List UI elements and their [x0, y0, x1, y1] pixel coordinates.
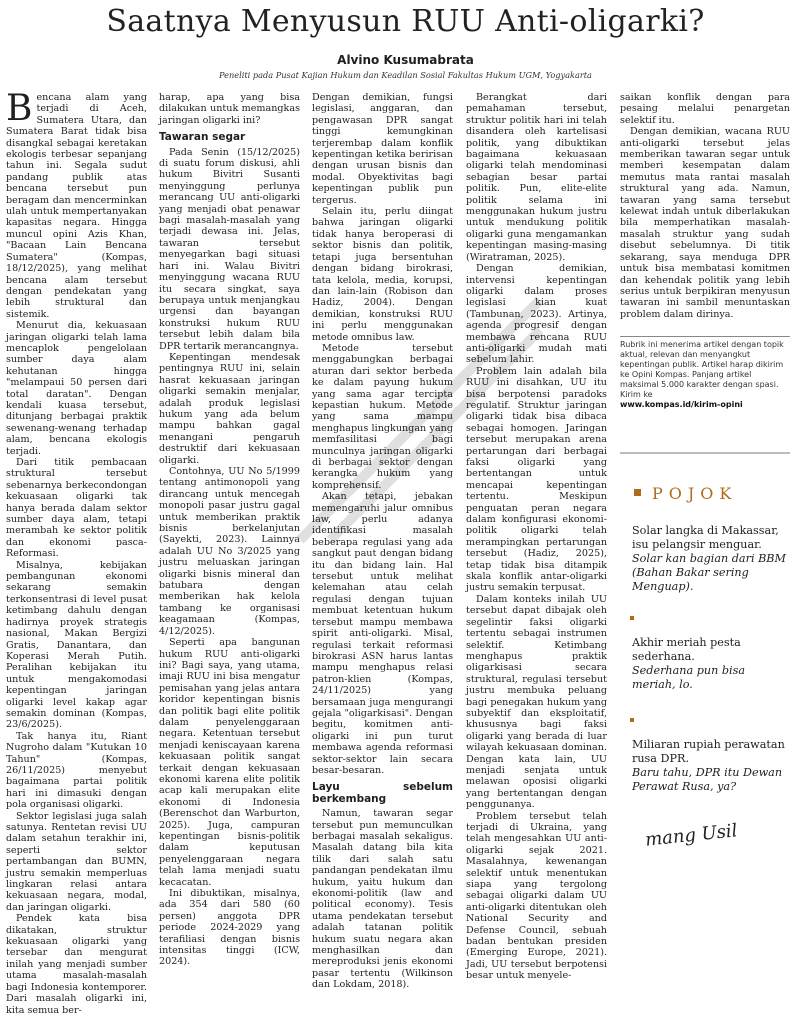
paragraph: Akan tetapi, jebakan memengaruhi jalur omnibus law, perlu adanya identifikasi masalah beberapa regulasi yang ada sangkut paut dengan bidang itu dan bidang lain. Hal tersebut untuk melihat kelemahan atau celah regulasi dengan tujuan membuat ketentuan hukum tersebut mampu membawa spirit anti-oligarki. Misal, regulasi terkait reformasi birokrasi ASN harus lantas mampu menghapus relasi patron-klien (Kompas, 24/11/2025) yang bersamaan juga mengurangi gejala "oligarkisasi". Dengan begitu, komitmen anti-oligarki ini pun turut membawa agenda reformasi sektor-sektor lain secara besar-besaran.	[312, 491, 453, 776]
paragraph: Dari titik pembacaan struktural tersebut sebenarnya berkecondongan kekuasaan oligarki tak hanya berada dalam sektor sumber daya alam, tetapi merambah ke sektor politik dan ekonomi pasca-Reformasi.	[6, 457, 147, 560]
paragraph: Tak hanya itu, Riant Nugroho dalam "Kutukan 10 Tahun" (Kompas, 26/11/2025) menyebut bagaimana partai politik hari ini dimasuki dengan pola organisasi oligarki.	[6, 730, 147, 811]
pojok-item	[632, 738, 792, 794]
paragraph: Dalam konteks inilah UU tersebut dapat dibajak oleh segelintir faksi oligarki tertentu sebagai instrumen selektif. Ketimbang menghapus praktik oligarkisasi secara struktural, regulasi tersebut justru membuka peluang bagi penegakan hukum yang subyektif dan eksploitatif, khususnya bagi faksi oligarki yang berada di luar wilayah kekuasaan dominan. Dengan kata lain, UU menjadi senjata untuk melawan oposisi oligarki yang bertentangan dengan penggunanya.	[466, 593, 607, 811]
paragraph: Seperti apa bangunan hukum RUU anti-oligarki ini? Bagi saya, yang utama, imaji RUU ini bisa mengatur pemisahan yang jelas antara koridor kepentingan bisnis dan politik bagi elite politik dalam penyelenggaraan negara. Ketentuan tersebut menjadi keniscayaan karena kekuasaan politik sangat terkait dengan kekuasaan ekonomi karena elite politik acap kali merupakan elite ekonomi di Indonesia (Berenschot dan Warburton, 2025). Juga, campuran kepentingan bisnis-politik dalam keputusan penyelenggaraan negara telah lama menjadi suatu kecacatan.	[159, 637, 300, 888]
paragraph: Problem tersebut telah terjadi di Ukraina, yang telah mengesahkan UU anti-oligarki sejak 2021. Masalahnya, kewenangan selektif untuk menentukan siapa yang tergolong sebagai oligarki dalam UU anti-oligarki ditentukan oleh National Security and Defense Council, sebuah badan bentukan presiden (Emerging Europe, 2021). Jadi, UU tersebut berpotensi besar untuk menyele-	[466, 810, 607, 982]
article-title: Saatnya Menyusun RUU Anti-oligarki?	[106, 4, 705, 39]
paragraph: Pendek kata bisa dikatakan, struktur kekuasaan oligarki yang tersebar dan mengurat inilah yang menjadi sumber utama masalah-masalah bagi Indonesia kontemporer. Dari masalah oligarki ini, kita semua ber-	[6, 913, 147, 1016]
pojok-main: Miliaran rupiah perawatan rusa DPR.	[632, 738, 785, 765]
column-2	[159, 92, 300, 968]
pojok-rule	[620, 452, 790, 454]
paragraph: Dengan demikian, wacana RUU anti-oligarki tersebut jelas memberikan tawaran segar untuk memberi kesempatan dalam memutus mata rantai masalah struktural yang ada. Namun, tawaran yang sama tersebut kelewat indah untuk diberlakukan bila memperhatikan masalah-masalah struktur yang sudah disebut sebelumnya. Di titik sekarang, saya menduga DPR untuk bisa membatasi komitmen dan kehendak politik yang lebih serius untuk berpikiran menyusun tawaran ini sambil menuntaskan problem dalam dirinya.	[620, 126, 790, 320]
subheading: Tawaran segar	[159, 131, 246, 144]
paragraph: Ini dibuktikan, misalnya, ada 354 dari 580 (60 persen) anggota DPR periode 2024-2029 yang terafiliasi dengan bisnis intensitas tinggi (ICW, 2024).	[159, 888, 300, 968]
signature: mang Usil	[644, 820, 739, 851]
pojok-quip: Solar kan bagian dari BBM (Bahan Bakar sering Menguap).	[632, 552, 786, 593]
pojok-item	[632, 524, 792, 594]
paragraph: Menurut dia, kekuasaan jaringan oligarki telah lama mencaplok pengelolaan sumber daya alam kehutanan hingga "melampaui 50 persen dari total daratan". Dengan kendali kuasa tersebut, ditunjang berbagai praktik sewenang-wenang terhadap alam, bencana ekologis terjadi.	[6, 320, 147, 457]
submission-text: Rubrik ini menerima artikel dengan topik aktual, relevan dan menyangkut kepentingan publik. Artikel harap dikirim ke Opini Kompas. Panjang artikel maksimal 5.000 karakter dengan spasi. Kirim ke	[620, 340, 784, 399]
submission-link[interactable]: www.kompas.id/kirim-opini	[620, 400, 743, 409]
paragraph: Dengan demikian, fungsi legislasi, anggaran, dan pengawasan DPR sangat tinggi kemungkinan terjerembap dalam konflik kepentingan ketika beririsan dengan urusan bisnis dan modal. Obyektivitas bagi kepentingan publik pun tergerus.	[312, 92, 453, 206]
paragraph: Pada Senin (15/12/2025) di suatu forum diskusi, ahli hukum Bivitri Susanti menyinggung perlunya merancang UU anti-oligarki yang menjadi obat penawar bagi masalah-masalah yang terjadi dewasa ini. Jelas, tawaran tersebut menyegarkan bagi situasi hari ini. Walau Bivitri menyinggung wacana RUU itu secara singkat, saya berupaya untuk menjangkau urgensi dan bayangan konstruksi hukum RUU tersebut lebih dalam bila DPR tertarik merancangnya.	[159, 146, 300, 352]
pojok-quip: Baru tahu, DPR itu Dewan Perawat Rusa, ya?	[632, 766, 783, 793]
paragraph: harap, apa yang bisa dilakukan untuk memangkas jaringan oligarki ini?	[159, 92, 300, 126]
author-name: Alvino Kusumabrata	[337, 53, 474, 67]
pojok-title: POJOK	[652, 484, 738, 503]
paragraph: Metode tersebut menggabungkan berbagai aturan dari sektor berbeda ke dalam payung hukum yang sama agar tercipta kepastian hukum. Metode yang sama mampu menghapus lingkungan yang memfasilitasi bagi munculnya jaringan oligarki di berbagai sektor dengan kerangka hukum yang komprehensif.	[312, 342, 453, 491]
column-4	[466, 92, 607, 982]
dropcap: B	[6, 88, 33, 129]
pojok-square-icon	[634, 489, 641, 496]
pojok-quip: Sederhana pun bisa meriah, lo.	[632, 664, 746, 691]
paragraph: Contohnya, UU No 5/1999 tentang antimonopoli yang dirancang untuk mencegah monopoli pasar justru gagal untuk memberikan praktik bisnis berkelanjutan (Sayekti, 2023). Lainnya adalah UU No 3/2025 yang justru meluaskan jaringan oligarki bisnis mineral dan batubara dengan memberikan hak kelola tambang ke organisasi keagamaan (Kompas, 4/12/2025).	[159, 466, 300, 637]
subheading: Layu sebelum berkembang	[312, 781, 453, 805]
paragraph: Sektor legislasi juga salah satunya. Rentetan revisi UU dalam setahun terakhir ini, seperti sektor pertambangan dan BUMN, justru semakin memperluas lingkaran relasi antara kekuasaan negara, modal, dan jaringan oligarki.	[6, 810, 147, 913]
pojok-item	[632, 636, 792, 692]
paragraph: saikan konflik dengan para pesaing melalui penargetan selektif itu.	[620, 92, 790, 126]
pojok-main: Akhir meriah pesta sederhana.	[632, 636, 741, 663]
pojok-bullet-icon	[630, 616, 634, 620]
paragraph: Dengan demikian, intervensi kepentingan oligarki dalam proses legislasi kian kuat (Tambunan, 2023). Artinya, agenda progresif dengan membawa rencana RUU anti-oligarki mudah mati sebelum lahir.	[466, 263, 607, 366]
pojok-bullet-icon	[630, 718, 634, 722]
submission-note	[620, 340, 790, 410]
paragraph: Namun, tawaran segar tersebut pun memunculkan berbagai masalah sekaligus. Masalah datang bila kita tilik dari salah satu pandangan pendekatan ilmu hukum, yaitu hukum dan ekonomi-politik (law and political economy). Tesis utama pendekatan tersebut adalah tatanan politik hukum suatu negara akan menghasilkan dan mereproduksi jenis ekonomi pasar tertentu (Wilkinson dan Lokdam, 2018).	[312, 808, 453, 991]
paragraph: Misalnya, kebijakan pembangunan ekonomi sekarang semakin terkonsentrasi di level pusat ketimbang dahulu dengan hadirnya proyek strategis nasional, Makan Bergizi Gratis, Danantara, dan Koperasi Merah Putih. Peralihan kebijakan itu untuk mengakomodasi kepentingan jaringan oligarki level kakap agar semakin dominan (Kompas, 23/6/2025).	[6, 559, 147, 731]
column-1	[6, 88, 147, 1016]
column-5	[620, 92, 790, 332]
paragraph: Bencana alam yang terjadi di Aceh, Sumatera Utara, dan Sumatera Barat tidak bisa disangkal sebagai keretakan ekologis terbesar sepanjang tahun ini. Segala sudut pandang publik atas bencana tersebut pun beragam dan mencerminkan ulah untuk mempertanyakan kapasitas negara. Hingga muncul opini Azis Khan, "Bacaan Lain Bencana Sumatera" (Kompas, 18/12/2025), yang melihat bencana alam tersebut dengan pendekatan yang lebih struktural dan sistemik.	[6, 88, 147, 320]
sidebox-divider	[620, 336, 790, 337]
column-3	[312, 92, 453, 991]
paragraph: Berangkat dari pemahaman tersebut, struktur politik hari ini telah disandera oleh kartelisasi politik, yang dibuktikan bagaimana kekuasaan oligarki telah mendominasi sebagian besar partai politik. Pun, elite-elite politik selama ini menggunakan hukum justru untuk mendukung politik oligarki guna mengamankan kepentingan masing-masing (Wiratraman, 2025).	[466, 92, 607, 263]
author-role: Peneliti pada Pusat Kajian Hukum dan Keadilan Sosial Fakultas Hukum UGM, Yogyakarta	[219, 70, 592, 80]
paragraph: Problem lain adalah bila RUU ini disahkan, UU itu bisa berpotensi paradoks regulatif. Struktur jaringan oligarki tidak bisa dibaca sebagai homogen. Jaringan tersebut merupakan arena pertarungan dari berbagai faksi oligarki yang bertentangan untuk mencapai kepentingan tertentu. Meskipun penguatan peran negara dalam konfigurasi ekonomi-politik oligarki telah merampingkan pertarungan tersebut (Hadiz, 2025), tetap tidak bisa ditampik skala konflik antar-oligarki justru semakin terpusat.	[466, 365, 607, 594]
pojok-main: Solar langka di Makassar, isu pelangsir menguar.	[632, 524, 779, 551]
paragraph: Kepentingan mendesak pentingnya RUU ini, selain hasrat kekuasaan jaringan oligarki semakin menjalar, adalah produk legislasi hukum yang ada belum mampu bahkan gagal menangani pengaruh destruktif dari kekuasaan oligarki.	[159, 351, 300, 466]
paragraph: Selain itu, perlu diingat bahwa jaringan oligarki tidak hanya beroperasi di sektor bisnis dan politik, tetapi juga bersentuhan dengan bidang birokrasi, tata kelola, media, korupsi, dan lain-lain (Robison dan Hadiz, 2004). Dengan demikian, konstruksi RUU ini perlu menggunakan metode omnibus law.	[312, 206, 453, 343]
